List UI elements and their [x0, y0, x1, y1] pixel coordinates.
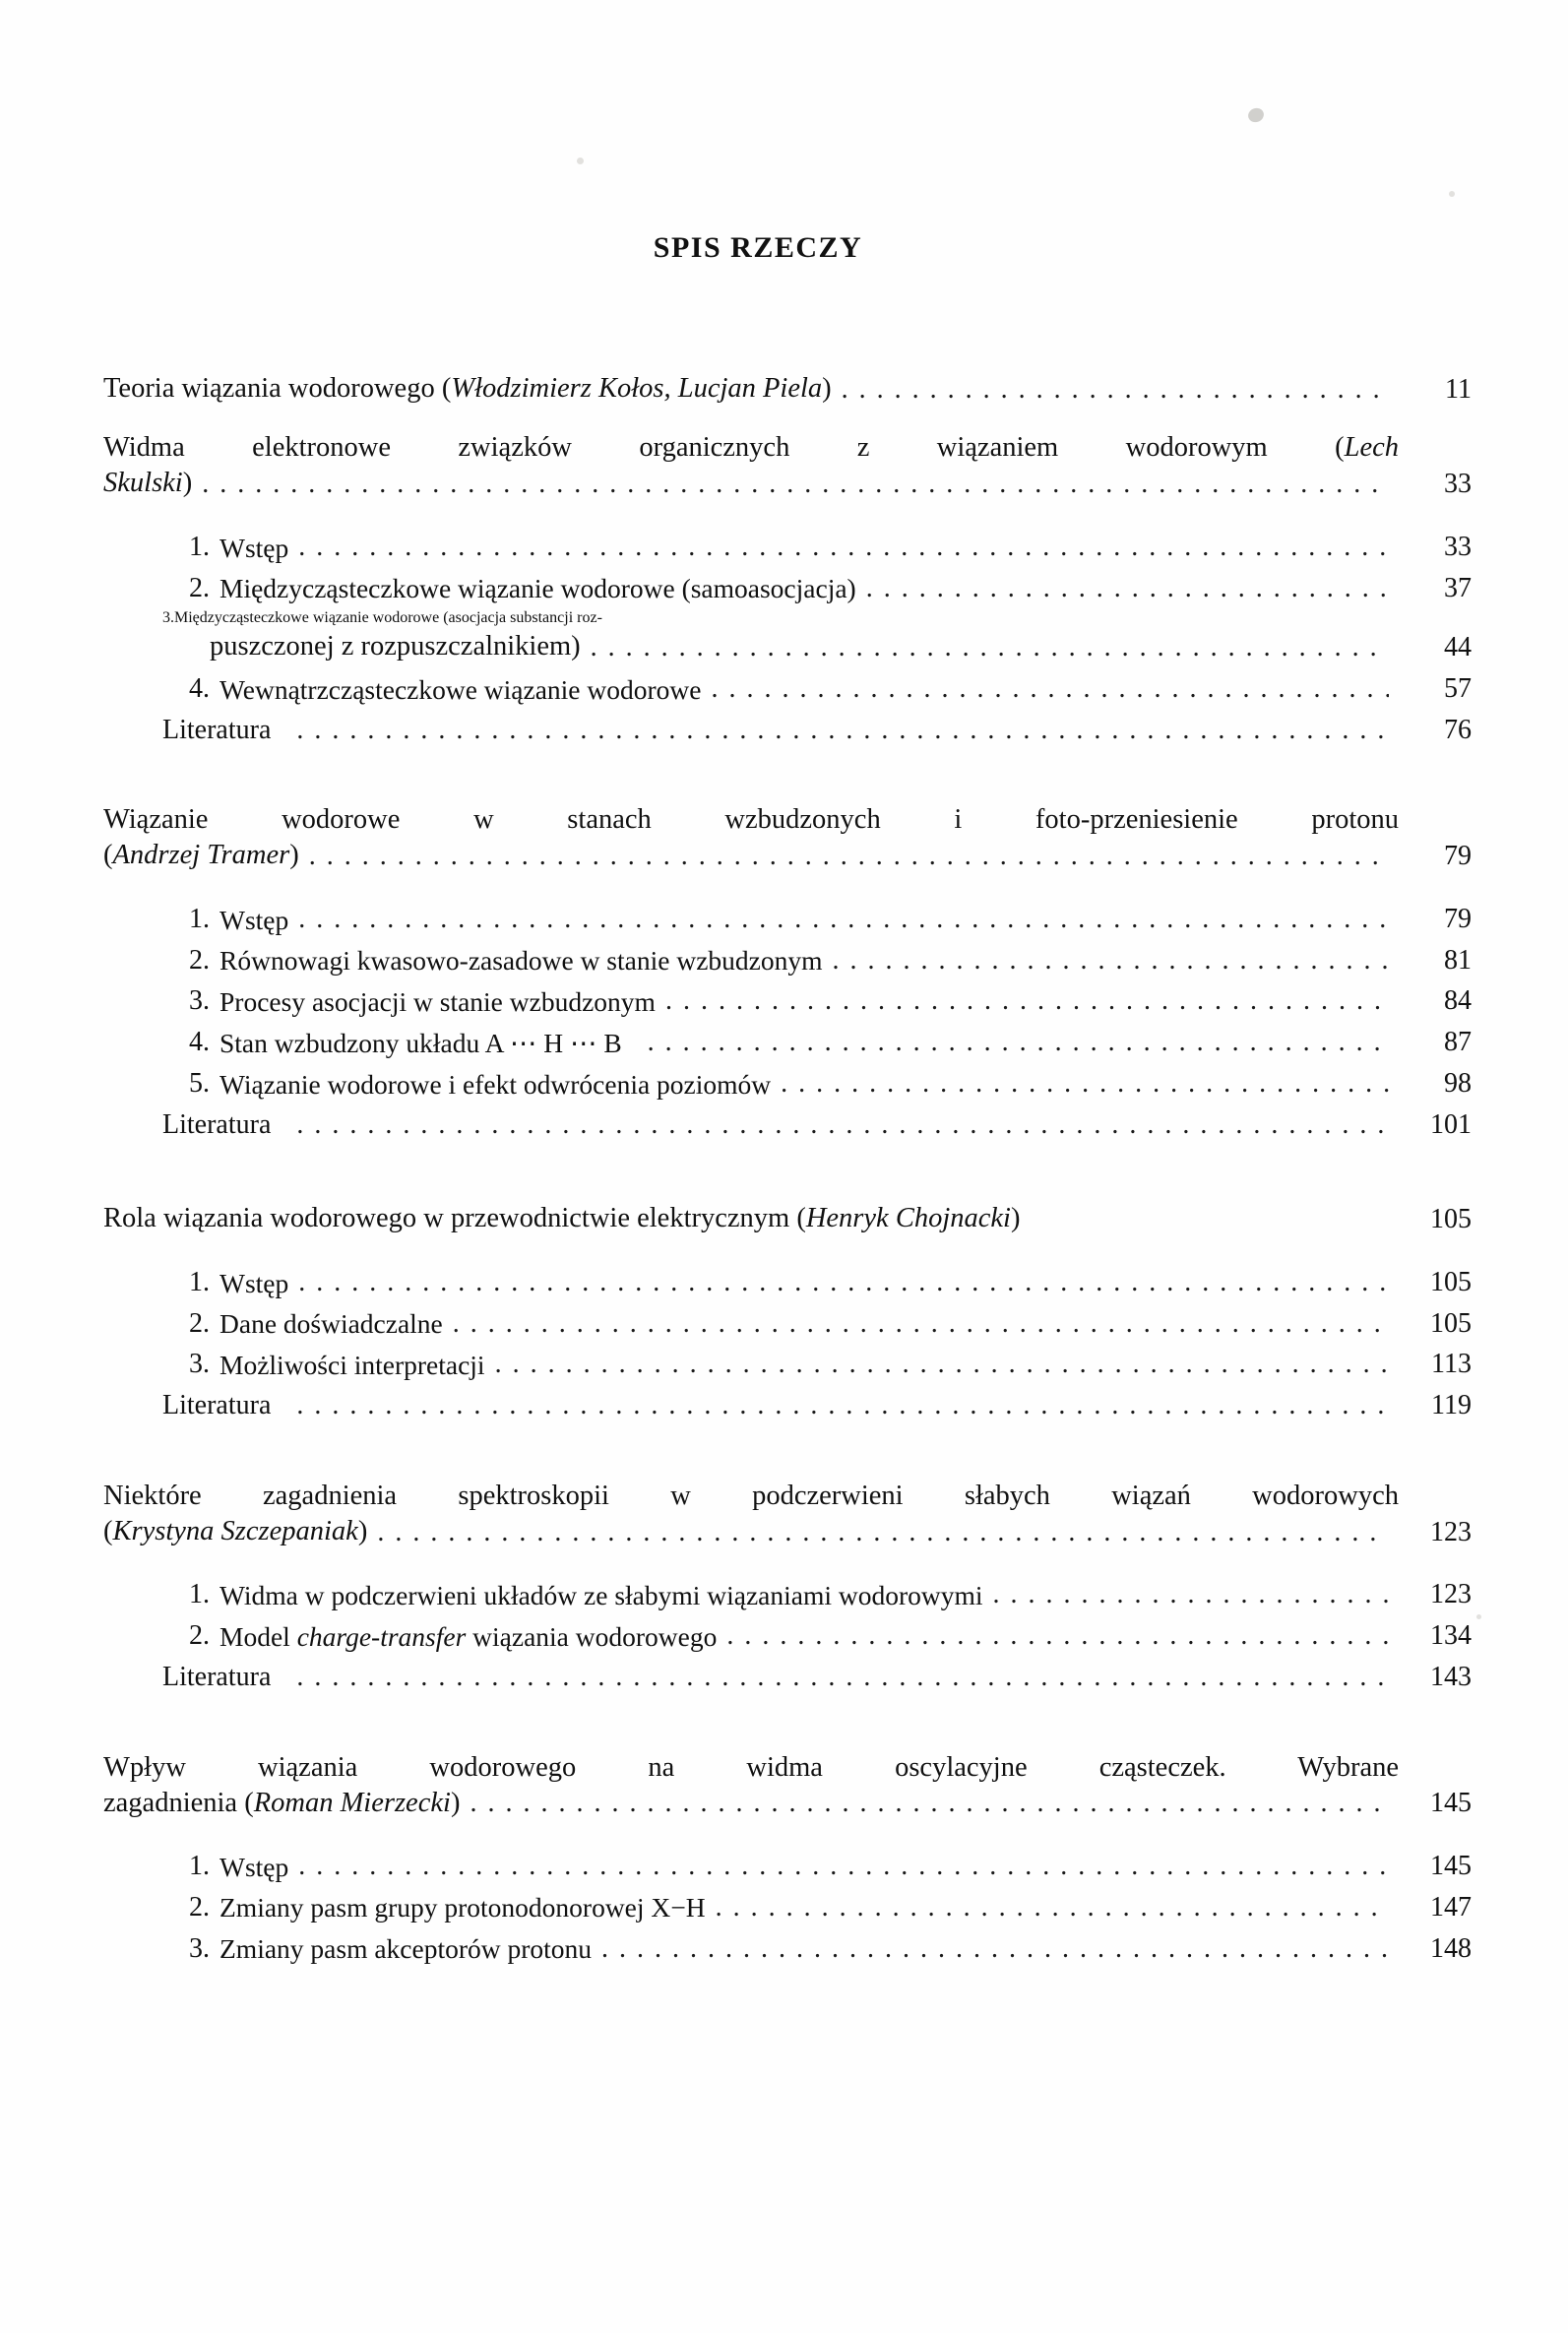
toc-subentry-label: Procesy asocjacji w stanie wzbudzonym	[220, 986, 656, 1018]
toc-subentry[interactable]	[162, 941, 1472, 980]
toc-subentry[interactable]	[162, 669, 1472, 709]
toc-subentry-number: 4.	[189, 1027, 210, 1058]
dot-leader	[833, 949, 1390, 979]
toc-subentry-line1	[162, 609, 1472, 627]
toc-entry-label: Rola wiązania wodorowego w przewodnictwie elektrycznym (Henryk Chojnacki)	[103, 1203, 1021, 1234]
toc-subentry-label: Zmiany pasm grupy protonodonorowej X−H	[220, 1892, 706, 1923]
toc-subentry-page: 147	[1430, 1891, 1472, 1923]
toc-subentry[interactable]	[162, 1263, 1472, 1302]
toc-entry-label-line2: (Andrzej Tramer)	[103, 840, 299, 871]
toc-subentry-page: 123	[1430, 1579, 1472, 1610]
toc-entry-label-line2: (Krystyna Szczepaniak)	[103, 1515, 368, 1546]
dot-leader	[296, 1395, 1389, 1425]
dot-leader	[296, 1666, 1389, 1696]
toc-literature-label: Literatura	[162, 1390, 272, 1421]
toc-subentry-number: 1.	[189, 531, 210, 562]
dot-leader	[726, 1624, 1389, 1655]
toc-literature-page: 143	[1430, 1661, 1472, 1692]
toc-subentry-number: 2.	[189, 1620, 210, 1652]
page-speck	[1476, 1614, 1481, 1619]
toc-entry-page: 33	[1444, 469, 1472, 500]
toc-literature[interactable]	[162, 1658, 1472, 1697]
toc-entry[interactable]	[103, 432, 1472, 503]
toc-entry-page: 11	[1445, 373, 1472, 405]
toc-entry-label: Teoria wiązania wodorowego (Włodzimierz Kołos, Lucjan Piela)	[103, 373, 832, 404]
toc-subentry-label: Wstęp	[220, 904, 289, 935]
toc-subentry[interactable]	[162, 1023, 1472, 1062]
dot-leader	[648, 1032, 1389, 1062]
toc-entry-line2	[103, 1512, 1472, 1551]
toc-entry-line2	[103, 836, 1472, 875]
toc-subentry-label: Wiązanie wodorowe i efekt odwrócenia poziomów	[220, 1068, 772, 1100]
toc-subentry[interactable]	[162, 900, 1472, 939]
toc-literature-page: 119	[1431, 1390, 1472, 1421]
toc-entry-page: 145	[1430, 1788, 1472, 1819]
toc-subentry[interactable]	[162, 1929, 1472, 1969]
page-title: SPIS RZECZY	[653, 231, 863, 264]
toc-subentry-label: Wstęp	[220, 1267, 289, 1298]
toc-subentry[interactable]	[162, 1064, 1472, 1103]
toc-literature-label: Literatura	[162, 1661, 272, 1692]
toc-subentry-label: Wstęp	[220, 1851, 289, 1882]
toc-subentry[interactable]	[162, 1847, 1472, 1886]
toc-subentry-page: 113	[1431, 1349, 1472, 1380]
dot-leader	[296, 1113, 1389, 1144]
toc-subentry-page: 134	[1430, 1620, 1472, 1652]
dot-leader	[842, 378, 1389, 409]
toc-subentry-page: 79	[1444, 903, 1472, 934]
toc-subentry-line2	[210, 627, 1472, 666]
toc-literature-label: Literatura	[162, 1108, 272, 1140]
toc-subentry-label: Dane doświadczalne	[220, 1308, 443, 1340]
page-smudge	[1246, 106, 1266, 125]
toc-subentry-number: 3.	[162, 609, 174, 627]
toc-subentry-label: Widma w podczerwieni układów ze słabymi wiązaniami wodorowymi	[220, 1580, 983, 1611]
toc-subentry[interactable]	[162, 569, 1472, 608]
toc-subentry[interactable]	[162, 528, 1472, 567]
toc-entry-page: 79	[1444, 841, 1472, 872]
toc-subentry-number: 2.	[189, 944, 210, 976]
dot-leader	[202, 473, 1389, 504]
toc-literature-label: Literatura	[162, 714, 272, 745]
toc-entry-line2	[103, 464, 1472, 503]
toc-subentry-number: 1.	[189, 1266, 210, 1297]
toc-literature-page: 101	[1430, 1108, 1472, 1140]
toc-subentry-label: Wstęp	[220, 532, 289, 563]
toc-subentry-label: Międzycząsteczkowe wiązanie wodorowe (samoasocjacja)	[220, 573, 856, 604]
toc-subentry-page: 33	[1444, 531, 1472, 562]
toc-subentry-number: 2.	[189, 1891, 210, 1923]
dot-leader	[377, 1521, 1389, 1551]
toc-entry-label-line1: Wpływ wiązania wodorowego na widma oscylacyjne cząsteczek. Wybrane	[103, 1751, 1399, 1783]
toc-entry-label-line2: zagadnienia (Roman Mierzecki)	[103, 1787, 461, 1818]
toc-entry[interactable]	[103, 804, 1472, 875]
toc-subentry-label: Zmiany pasm akceptorów protonu	[220, 1933, 593, 1965]
toc-subentry-page: 84	[1444, 985, 1472, 1017]
toc-entry[interactable]	[103, 1199, 1472, 1238]
toc-subentry[interactable]	[162, 609, 1472, 666]
toc-subentry-number: 1.	[189, 1851, 210, 1882]
toc-entry-label-line1: Niektóre zagadnienia spektroskopii w podczerwieni słabych wiązań wodorowych	[103, 1480, 1399, 1511]
toc-subentry-page: 81	[1444, 944, 1472, 976]
toc-subentry[interactable]	[162, 1616, 1472, 1656]
toc-subentry[interactable]	[162, 1888, 1472, 1927]
toc-subentry-label-cont: puszczonej z rozpuszczalnikiem)	[210, 631, 581, 662]
toc-entry-label-line1: Wiązanie wodorowe w stanach wzbudzonych i foto-przeniesienie protonu	[103, 804, 1399, 836]
dot-leader	[298, 1855, 1389, 1885]
dot-leader	[993, 1584, 1389, 1614]
toc-subentry-page: 105	[1430, 1266, 1472, 1297]
toc-entry[interactable]	[103, 1481, 1472, 1551]
toc-subentry-label: Międzycząsteczkowe wiązanie wodorowe (asocjacja substancji roz-	[174, 609, 602, 627]
table-of-contents	[103, 231, 1472, 1970]
toc-subentry-number: 2.	[189, 572, 210, 603]
dot-leader	[298, 908, 1389, 938]
toc-subentry-page: 87	[1444, 1027, 1472, 1058]
dot-leader	[470, 1793, 1389, 1823]
toc-subentry-number: 1.	[189, 1579, 210, 1610]
dot-leader	[601, 1937, 1389, 1968]
toc-subentry-number: 3.	[189, 1349, 210, 1380]
toc-subentry[interactable]	[162, 1575, 1472, 1614]
toc-entry[interactable]	[103, 369, 1472, 409]
toc-subentry-page: 44	[1444, 632, 1472, 663]
toc-subentry-number: 3.	[189, 985, 210, 1017]
toc-subentry[interactable]	[162, 1304, 1472, 1344]
toc-subentry-label: Stan wzbudzony układu A ⋯ H ⋯ B	[220, 1027, 622, 1058]
toc-literature-page: 76	[1444, 714, 1472, 745]
dot-leader	[453, 1312, 1389, 1343]
toc-subentry-page: 145	[1430, 1851, 1472, 1882]
toc-literature[interactable]	[162, 711, 1472, 750]
toc-subentry-page: 98	[1444, 1067, 1472, 1099]
page-speck	[577, 158, 584, 164]
dot-leader	[866, 577, 1389, 607]
dot-leader	[298, 1271, 1389, 1301]
toc-subentry-number: 5.	[189, 1067, 210, 1099]
toc-subentry[interactable]	[162, 981, 1472, 1021]
toc-subentry-page: 148	[1430, 1932, 1472, 1964]
dot-leader	[495, 1354, 1389, 1384]
toc-subentry-label: Równowagi kwasowo-zasadowe w stanie wzbudzonym	[220, 945, 823, 977]
toc-subentry-label: Wewnątrzcząsteczkowe wiązanie wodorowe	[220, 673, 702, 705]
dot-leader	[781, 1072, 1389, 1103]
dot-leader	[298, 536, 1389, 566]
toc-entry-label-line2: Skulski)	[103, 468, 193, 499]
dot-leader	[665, 990, 1389, 1021]
toc-entry-label-line1: Widma elektronowe związków organicznych z wiązaniem wodorowym (Lech	[103, 432, 1399, 464]
toc-entry-page: 123	[1430, 1516, 1472, 1547]
toc-subentry-number: 3.	[189, 1932, 210, 1964]
toc-entry-line2	[103, 1784, 1472, 1823]
dot-leader	[591, 637, 1389, 667]
toc-subentry[interactable]	[162, 1345, 1472, 1384]
dot-leader	[711, 677, 1389, 708]
toc-subentry-page: 105	[1430, 1307, 1472, 1339]
toc-literature[interactable]	[162, 1105, 1472, 1145]
toc-subentry-label: Możliwości interpretacji	[220, 1350, 485, 1381]
toc-subentry-number: 1.	[189, 903, 210, 934]
toc-subentry-page: 37	[1444, 572, 1472, 603]
toc-entry[interactable]	[103, 1752, 1472, 1823]
toc-subentry-page: 57	[1444, 672, 1472, 704]
page-speck	[1449, 191, 1455, 197]
toc-entry-page: 105	[1430, 1204, 1472, 1235]
toc-literature[interactable]	[162, 1386, 1472, 1425]
dot-leader	[296, 719, 1389, 749]
toc-subentry-number: 2.	[189, 1307, 210, 1339]
toc-subentry-label: Model charge-transfer wiązania wodorowego	[220, 1620, 718, 1652]
dot-leader	[309, 846, 1389, 876]
toc-subentry-number: 4.	[189, 672, 210, 704]
dot-leader	[716, 1896, 1389, 1926]
